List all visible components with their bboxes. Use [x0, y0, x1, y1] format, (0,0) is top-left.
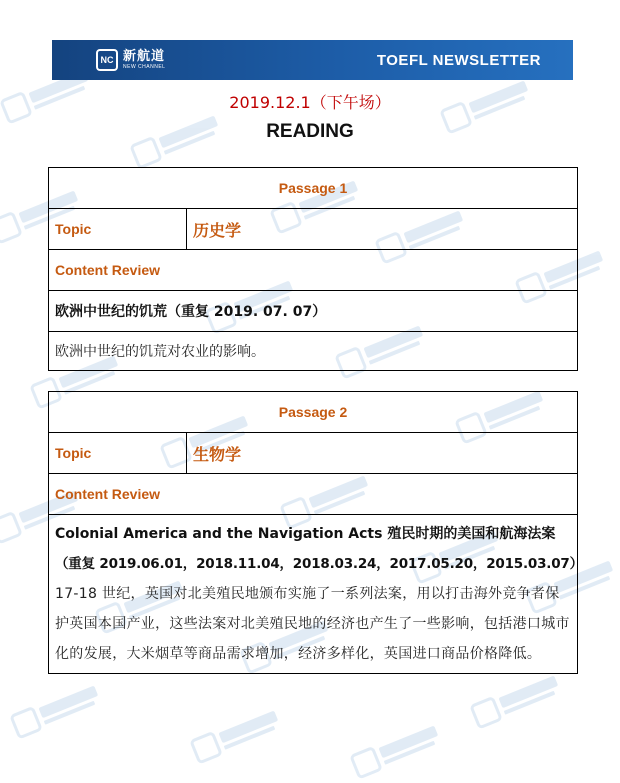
topic-value: 生物学 — [187, 433, 578, 474]
watermark-logo — [348, 711, 463, 783]
passage-2-table — [48, 391, 583, 674]
passage-1-table — [48, 167, 578, 371]
review-content — [49, 515, 583, 674]
topic-label: Topic — [49, 209, 187, 250]
review-body: 欧洲中世纪的饥荒对农业的影响。 — [49, 332, 578, 371]
newsletter-title: TOEFL NEWSLETTER — [376, 51, 541, 69]
watermark-logo — [8, 671, 123, 744]
topic-value: 历史学 — [187, 209, 578, 250]
logo-chinese-text: 新航道 — [123, 49, 166, 64]
content-review-label: Content Review — [49, 474, 578, 515]
review-title: Colonial America and the Navigation Acts 殖民时期的美国和航海法案 — [55, 526, 556, 542]
topic-label: Topic — [49, 433, 187, 474]
exam-date: 2019.12.1（下午场） — [229, 93, 391, 112]
review-body: 17-18 世纪，英国对北美殖民地颁布实施了一系列法案，用以打击海外竞争者保护英国本国产业，这些法案对北美殖民地的经济也产生了一些影响，包括港口城市化的发展，大米烟草等商品需求增加，经济多样化，英国进口商品价格降低。 — [55, 586, 570, 662]
content-review-label: Content Review — [49, 250, 578, 291]
passage-heading: Passage 1 — [49, 168, 578, 209]
section-title: READING — [266, 121, 354, 142]
passage-heading: Passage 2 — [49, 392, 578, 433]
watermark-logo — [188, 696, 303, 769]
review-repeat-dates: （重复 2019.06.01，2018.11.04，2018.03.24，2017.05.20，2015.03.07） — [55, 556, 583, 572]
newsletter-header — [52, 40, 573, 80]
review-title: 欧洲中世纪的饥荒（重复 2019. 07. 07） — [49, 291, 578, 332]
brand-logo — [96, 49, 165, 71]
logo-english-text: NEW CHANNEL — [123, 64, 166, 70]
nc-logo-icon: NC — [96, 49, 118, 71]
